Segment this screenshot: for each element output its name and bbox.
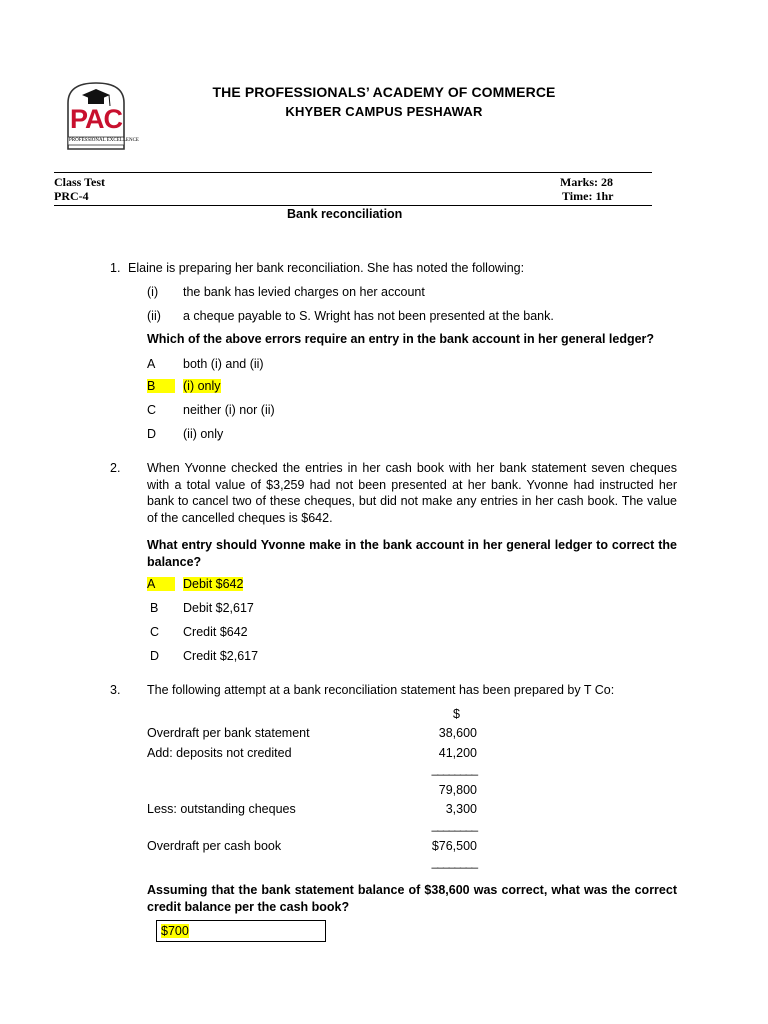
campus-title: KHYBER CAMPUS PESHAWAR: [285, 104, 483, 119]
q3-question: Assuming that the bank statement balance of $38,600 was correct, what was the correct credit balance per the cash book?: [147, 883, 677, 914]
q2-option-text: Credit $2,617: [183, 649, 259, 663]
q1-item-text: a cheque payable to S. Wright has not been presented at the bank.: [183, 309, 554, 323]
q2-option-label: D: [150, 649, 160, 663]
header-rule-bottom: [54, 205, 652, 206]
recon-row-value: 3,300: [445, 802, 477, 816]
q2-option-text: Credit $642: [183, 625, 248, 639]
q1-option-text: (ii) only: [183, 427, 224, 441]
academy-title: THE PROFESSIONALS’ ACADEMY OF COMMERCE: [212, 84, 556, 100]
header-rule-top: [54, 172, 652, 173]
recon-total: $76,500: [431, 839, 477, 853]
q3-text: The following attempt at a bank reconciliation statement has been prepared by T Co:: [147, 683, 615, 697]
recon-row-value: 41,200: [438, 746, 477, 760]
q2-option-label: C: [150, 625, 160, 639]
answer-value: $700: [161, 924, 189, 938]
q1-item-label: (ii): [147, 309, 161, 323]
q2-option-label: B: [150, 601, 159, 615]
logo-tagline: PROFESSIONAL EXCELLENCE: [69, 138, 139, 143]
q1-option-text: neither (i) nor (ii): [183, 403, 275, 417]
q2-option-text: Debit $2,617: [183, 601, 254, 615]
recon-row-value: 38,600: [438, 726, 477, 740]
q1-option-label: C: [147, 403, 157, 417]
q2-text: When Yvonne checked the entries in her cash book with her bank statement seven cheques with a total value of $3,259 had not been presented at her bank. Yvonne had instructed her bank to cancel two of these cheques, but did not make any entries in her cash book. The value of the cancelled cheques is $642.: [147, 461, 677, 525]
q2-number: 2.: [110, 461, 121, 475]
q1-option-text-selected: (i) only: [183, 379, 221, 393]
marks: Marks: 28: [560, 175, 613, 189]
q2-option-text-selected: Debit $642: [183, 577, 244, 591]
q1-question: Which of the above errors require an entry in the bank account in her general ledger?: [147, 332, 655, 346]
recon-row-label: Less: outstanding cheques: [147, 802, 296, 816]
answer-box[interactable]: [156, 920, 326, 942]
q1-item-text: the bank has levied charges on her account: [183, 285, 425, 299]
logo-text: PAC: [69, 104, 122, 134]
q2-option-label-selected: A: [147, 577, 175, 591]
class-test-label: Class Test: [54, 175, 106, 189]
currency-header: $: [453, 707, 460, 721]
recon-row-label: Overdraft per bank statement: [147, 726, 310, 740]
q1-option-label: D: [147, 427, 157, 441]
q1-option-text: both (i) and (ii): [183, 357, 264, 371]
q1-option-label-selected: B: [147, 379, 175, 393]
total-underline: ________: [431, 818, 477, 832]
q1-text: Elaine is preparing her bank reconciliation. She has noted the following:: [128, 261, 525, 275]
paper-code: PRC-4: [54, 189, 89, 203]
total-underline: ________: [431, 855, 477, 869]
subject-title: Bank reconciliation: [287, 207, 403, 221]
q3-number: 3.: [110, 683, 121, 697]
recon-subtotal: 79,800: [438, 783, 477, 797]
time: Time: 1hr: [562, 189, 614, 203]
recon-row-label: Add: deposits not credited: [147, 746, 292, 760]
total-underline: ________: [431, 762, 477, 776]
recon-row-label: Overdraft per cash book: [147, 839, 282, 853]
q1-item-label: (i): [147, 285, 159, 299]
q1-option-label: A: [147, 357, 156, 371]
q1-number: 1.: [110, 261, 121, 275]
q2-question: What entry should Yvonne make in the bank account in her general ledger to correct the balance?: [147, 538, 677, 569]
